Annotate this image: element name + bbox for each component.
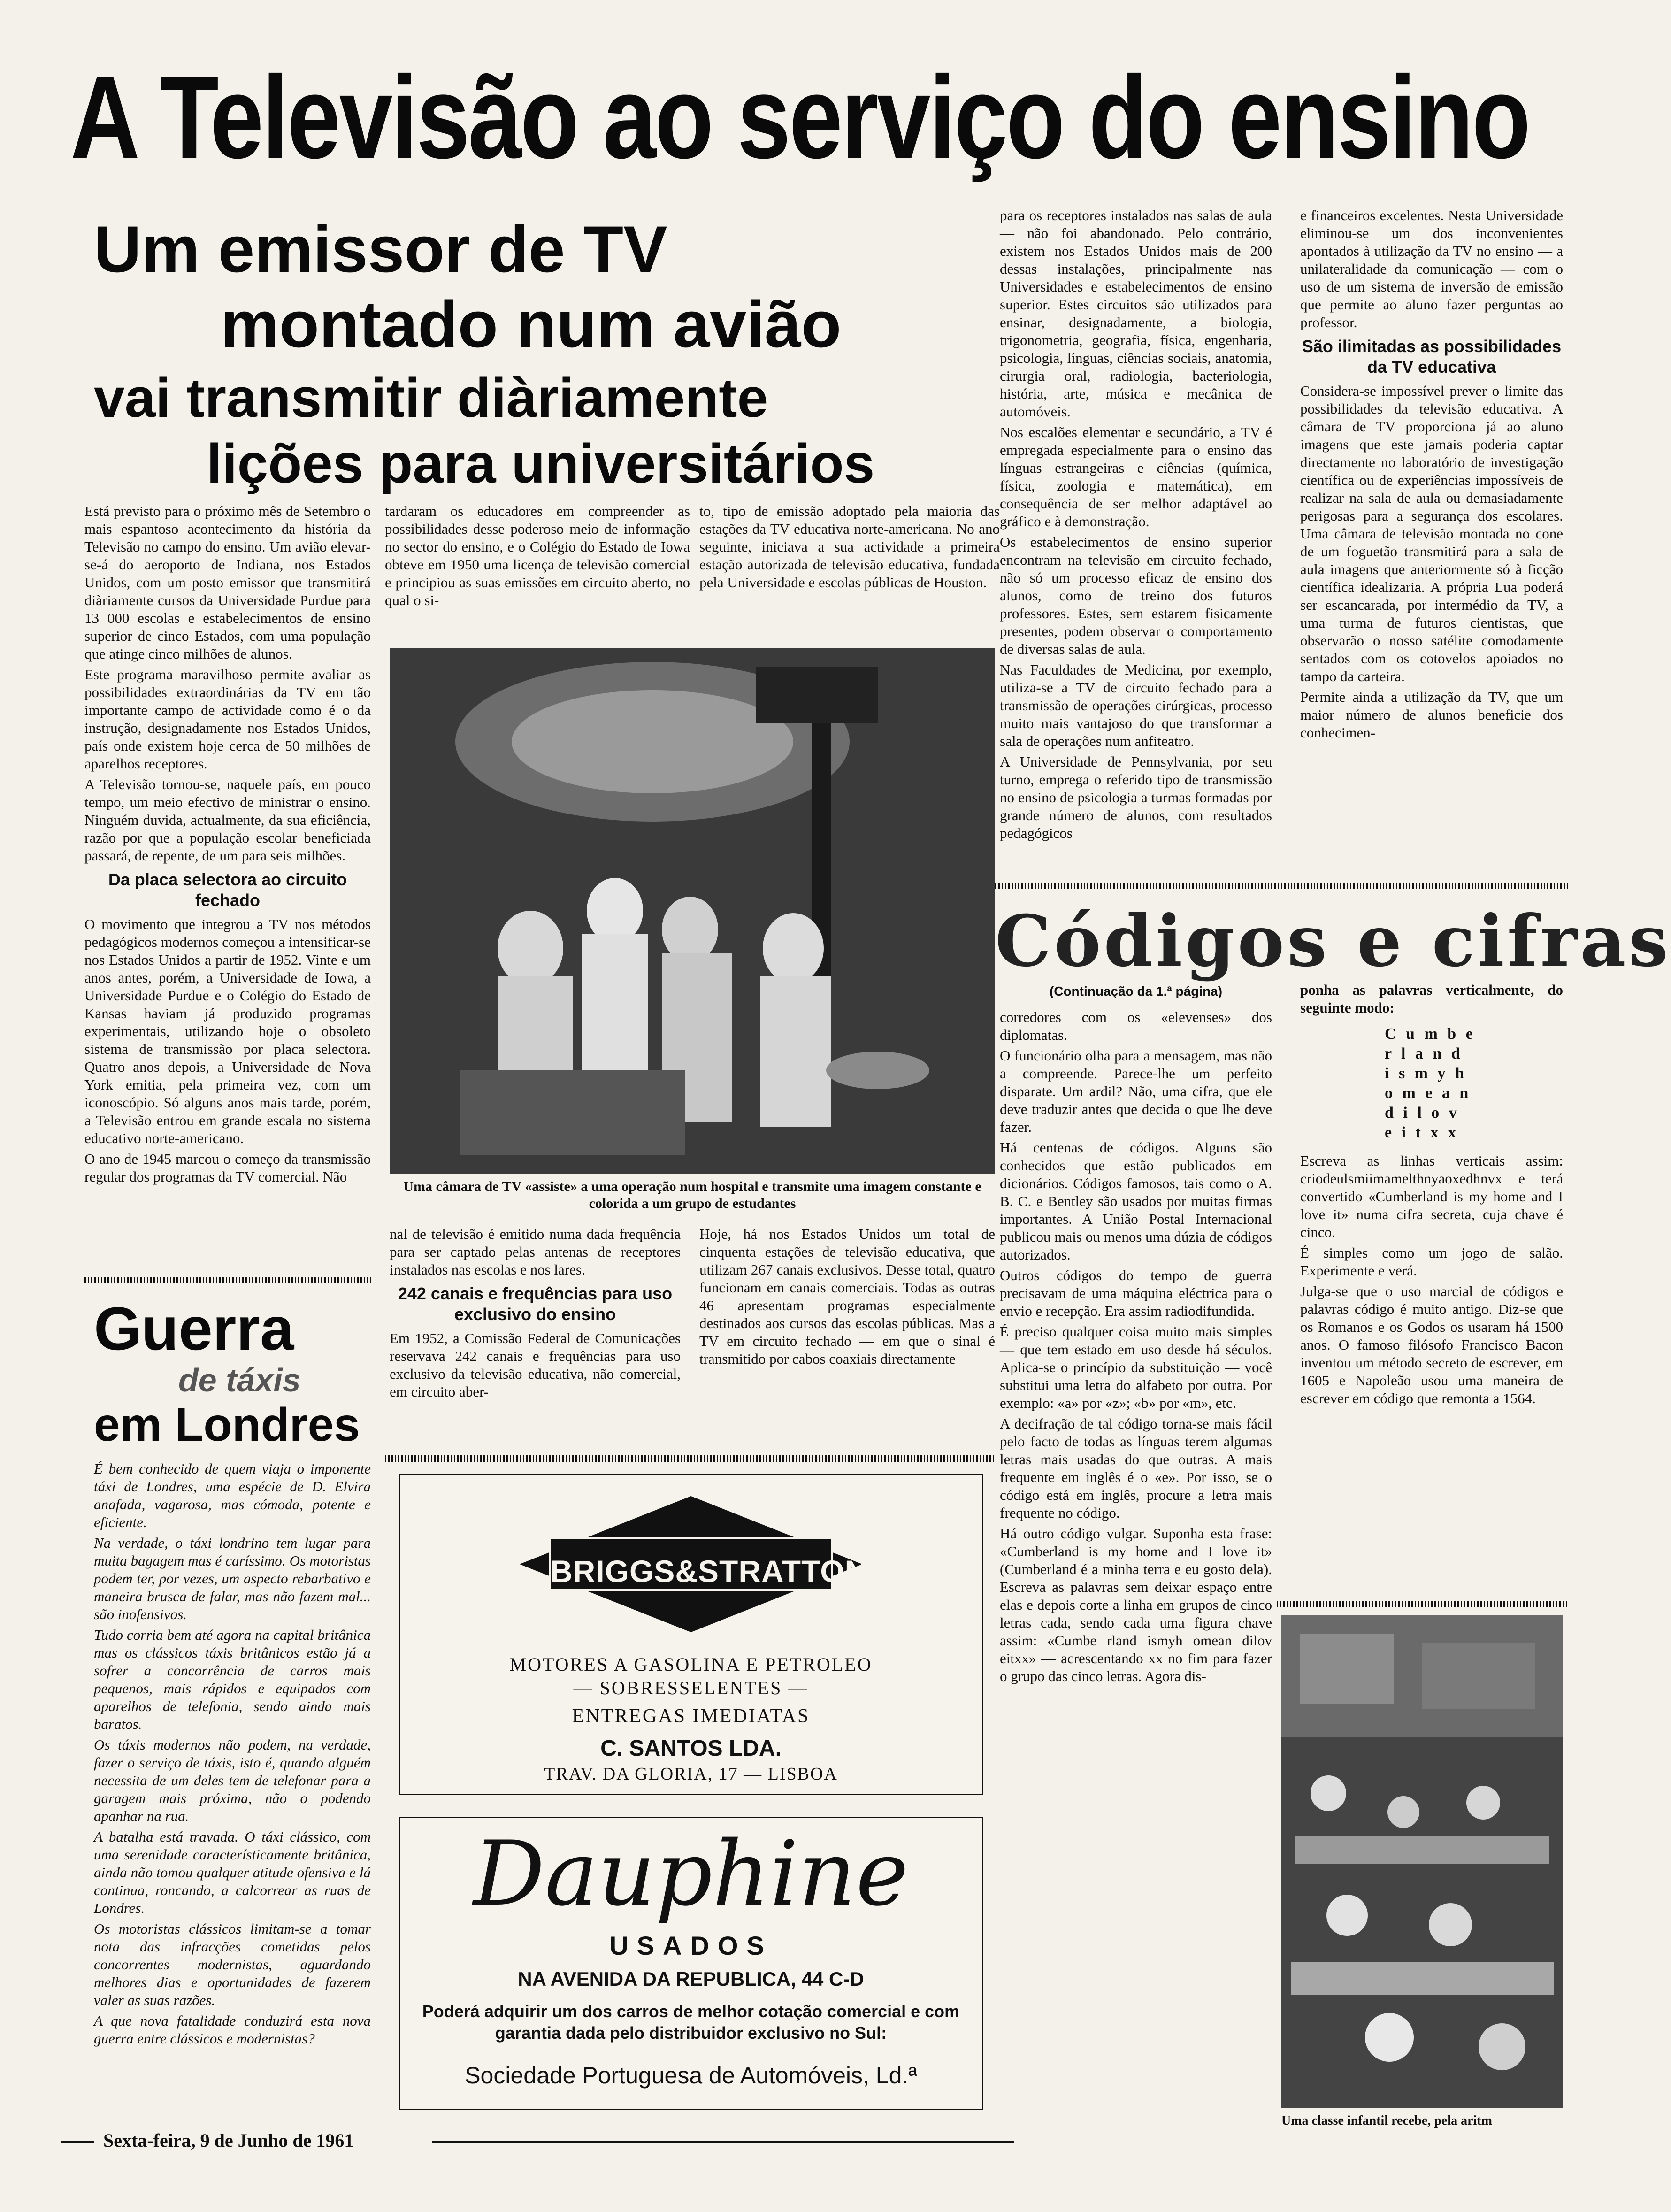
- codigos-continuation: (Continuação da 1.ª página): [1049, 984, 1223, 998]
- guerra-paragraph: Tudo corria bem até agora na capital britânica mas os clássicos táxis britânicos estão já a sofrer a concorrência de carros mais pequenos, mais rápidos e equipados com aparelhos de telefonia, sendo ainda mais baratos.: [94, 1627, 371, 1732]
- col2-paragraph: nal de televisão é emitido numa dada frequência para ser captado pelas antenas de receptores instalados nas escolas e nos lares.: [390, 1226, 681, 1278]
- footer-rule-right: [432, 2141, 1014, 2143]
- briggs-line-1: MOTORES A GASOLINA E PETROLEO: [509, 1654, 873, 1675]
- col5-subhead: São ilimitadas as possibilidades da TV educativa: [1302, 337, 1562, 376]
- headline-line-2: montado num avião: [221, 287, 842, 361]
- masthead: A Televisão ao serviço do ensino: [70, 52, 1529, 183]
- col5-paragraph: Considera-se impossível prever o limite das possibilidades da televisão educativa. A câmara de TV proporciona já ao aluno imagens que este jamais poderia captar directamente no laboratório de investigação científica ou de experiências impossíveis de realizar na sala de aula ou demasiadamente perigosas para a segurança dos escolares. Uma câmara de televisão montada no cone de um foguetão transmitirá para a sala de aula imagens que anteriormente só à ficção científica idealizaria. A própria Lua poderá ser escancarada, por intermédio da TV, a uma turma de futuros cientistas, que observarão o nosso satélite comodamente sentados com os cotovelos apoiados no tampo da carteira.: [1300, 383, 1563, 684]
- classroom-photo: [1281, 1615, 1563, 2108]
- guerra-paragraph: Na verdade, o táxi londrino tem lugar para muita bagagem mas é caríssimo. Os motoristas podem ter, por vezes, um aspecto rebarbativo e maneira brusca de falar, mas não fazem mal... são inofensivos.: [94, 1535, 371, 1622]
- col4-paragraph: Os estabelecimentos de ensino superior encontram na televisão em circuito fechado, não só um processo eficaz de ensino dos alunos, como de treino dos futuros professores. Estes, sem estarem fisicamente presentes, podem observar o comportamento de diversas salas de aula.: [1000, 534, 1272, 657]
- code-grid-row: d i l o v: [1385, 1104, 1460, 1121]
- column-1: [84, 502, 371, 1186]
- codigos-column-1: [1000, 981, 1272, 1685]
- code-grid-row: o m e a n: [1385, 1084, 1472, 1102]
- col5-paragraph: e financeiros excelentes. Nesta Universidade eliminou-se um dos inconvenientes apontados à utilização da TV no ensino — a unilateralidade da comunicação — com o uso de um sistema de inversão de emissão que permite ao aluno fazer perguntas ao professor.: [1300, 207, 1563, 330]
- col3-top-text: to, tipo de emissão adoptado pela maioria das estações da TV educativa norte-americana. No ano seguinte, iniciava a sua actividade a primeira estação autorizada de televisão educativa, fundada pela Universidade e escolas públicas de Houston.: [699, 503, 1000, 591]
- section-rule: [84, 1277, 371, 1283]
- code-grid-row: C u m b e: [1385, 1025, 1476, 1043]
- guerra-paragraph: A que nova fatalidade conduzirá esta nova guerra entre clássicos e modernistas?: [94, 2012, 371, 2047]
- headline-line-1: Um emissor de TV: [94, 212, 667, 286]
- classroom-photo-illustration: [1281, 1615, 1563, 2108]
- briggs-address: TRAV. DA GLORIA, 17 — LISBOA: [544, 1764, 838, 1784]
- dauphine-brand: Dauphine: [473, 1822, 909, 1926]
- col1-subhead: Da placa selectora ao circuito fechado: [108, 870, 347, 910]
- code-grid-row: i s m y h: [1385, 1065, 1467, 1082]
- dauphine-usados: USADOS: [609, 1931, 773, 1960]
- briggs-line-2: — SOBRESSELENTES —: [573, 1677, 809, 1698]
- col2-subhead: 242 canais e frequências para uso exclusivo do ensino: [398, 1284, 673, 1324]
- operation-photo: [390, 648, 995, 1174]
- codigos-paragraph: Há outro código vulgar. Suponha esta frase: «Cumberland is my home and I love it» (Cumberland é a minha terra e eu gosto dela). Escreva as palavras sem deixar espaço entre elas e depois corte a linha em grupos de cinco letras cada, sendo cada uma figura chave assim: «Cumbe rland ismyh omean dilov eitxx» — acrescentando xx no fim para fazer o grupo das cinco letras. Agora dis-: [1000, 1525, 1272, 1684]
- codigos-paragraph: É simples como um jogo de salão. Experimente e verá.: [1300, 1244, 1563, 1279]
- headline-line-3: vai transmitir diàriamente: [94, 367, 768, 429]
- guerra-title-2: de táxis: [178, 1362, 301, 1398]
- section-rule: [385, 1455, 995, 1462]
- briggs-stratton-logo: BRIGGS&STRATTON: [550, 1554, 868, 1589]
- codigos-paragraph: corredores com os «elevenses» dos diplomatas.: [1000, 1009, 1272, 1043]
- dauphine-address: NA AVENIDA DA REPUBLICA, 44 C-D: [518, 1968, 864, 1990]
- guerra-title-1: Guerra: [94, 1294, 294, 1363]
- code-grid: [1385, 1024, 1563, 1143]
- col2-bottom: [390, 1225, 681, 1401]
- guerra-paragraph: Os táxis modernos não podem, na verdade, fazer o serviço de táxis, isto é, quando alguém necessita de um deles tem de telefonar para a garagem mais próxima, não o podendo apanhar na rua.: [94, 1736, 371, 1824]
- codigos-paragraph: Escreva as linhas verticais assim: criodeulsmiimamelthnyaoxedhnvx e terá convertido «Cumberland is my home and I love it» numa cifra secreta, cuja chave é cinco.: [1300, 1152, 1563, 1240]
- code-grid-row: r l a n d: [1385, 1045, 1463, 1062]
- section-rule: [995, 883, 1568, 889]
- footer-rule-left: [61, 2141, 94, 2143]
- col1-paragraph: Este programa maravilhoso permite avaliar as possibilidades extraordinárias da TV em tão importante campo de actividade como é o da instrução, designadamente nos Estados Unidos, país onde existem hoje cerca de 50 milhões de aparelhos receptores.: [84, 666, 371, 772]
- guerra-paragraph: A batalha está travada. O táxi clássico, com uma serenidade característicamente britânica, ainda não tomou qualquer atitude ofensiva e lá continua, roncando, a calcorrear as ruas de Londres.: [94, 1828, 371, 1916]
- col4-paragraph: Nas Faculdades de Medicina, por exemplo, utiliza-se a TV de circuito fechado para a transmissão de operações cirúrgicas, processo muito mais vantajoso do que transformar a sala de operações num anfiteatro.: [1000, 661, 1272, 749]
- codigos-paragraph: Outros códigos do tempo de guerra precisavam de uma máquina eléctrica para o envio e recepção. Era assim radiodifundida.: [1000, 1267, 1272, 1319]
- headline-line-4: lições para universitários: [207, 433, 875, 495]
- codigos-paragraph: Julga-se que o uso marcial de códigos e palavras código é muito antigo. Diz-se que os Romanos e os Godos os usaram há 1500 anos. O famoso filósofo Francisco Bacon inventou um método secreto de escrever, em 1605 e Napoleão usou uma maneira de escrever em código que remonta a 1564.: [1300, 1283, 1563, 1406]
- code-grid-row: e i t x x: [1385, 1124, 1459, 1141]
- col2-top-text: tardaram os educadores em compreender as possibilidades desse poderoso meio de informação no sector do ensino, e o Colégio do Estado de Iowa obteve em 1950 uma licença de televisão comercial e principiou as suas emissões em circuito aberto, no qual o si-: [385, 503, 690, 608]
- codigos-paragraph: Há centenas de códigos. Alguns são conhecidos que estão publicados em dicionários. Códigos famosos, tais como o A. B. C. e Bentley são usados por muitas firmas importantes. A União Postal Internacional publicou mais ou menos uma dúzia de códigos autorizados.: [1000, 1139, 1272, 1263]
- footer-date: Sexta-feira, 9 de Junho de 1961: [103, 2130, 354, 2151]
- operation-photo-illustration: [390, 648, 995, 1174]
- dauphine-company: Sociedade Portuguesa de Automóveis, Ld.ª: [465, 2062, 917, 2089]
- column-5: [1300, 207, 1563, 742]
- operation-photo-caption: Uma câmara de TV «assiste» a uma operação num hospital e transmite uma imagem constante e colorida a um grupo de estudantes: [403, 1179, 981, 1211]
- dauphine-line-1: Poderá adquirir um dos carros de melhor cotação comercial e com garantia dada pelo distribuidor exclusivo no Sul:: [422, 2002, 960, 2043]
- briggs-line-3: ENTREGAS IMEDIATAS: [572, 1705, 810, 1727]
- codigos-paragraph: A decifração de tal código torna-se mais fácil pelo facto de todas as línguas terem algumas letras mais usadas do que outras. A mais frequente em inglês é o «e». Por isso, se o código está em inglês, procure a letra mais frequente no código.: [1000, 1415, 1272, 1521]
- col1-paragraph: O ano de 1945 marcou o começo da transmissão regular dos programas da TV comercial. Não: [84, 1151, 371, 1185]
- col2-paragraph: Em 1952, a Comissão Federal de Comunicações reservava 242 canais e frequências para uso exclusivo da televisão educativa, não comercial, em circuito aber-: [390, 1330, 681, 1400]
- col4-paragraph: Nos escalões elementar e secundário, a TV é empregada especialmente para o ensino das línguas estrangeiras e ciências (química, física, zoologia e matemática), em consequência de ser melhor adaptável ao gráfico e à demonstração.: [1000, 424, 1272, 530]
- col1-paragraph: A Televisão tornou-se, naquele país, em pouco tempo, um meio efectivo de ministrar o ensino. Ninguém duvida, actualmente, da sua eficiência, razão por que a população escolar beneficiada passará, de repente, de um para seis milhões.: [84, 776, 371, 864]
- codigos-title: Códigos e cifras: [995, 900, 1671, 983]
- col1-paragraph: O movimento que integrou a TV nos métodos pedagógicos modernos começou a intensificar-se nos Estados Unidos a partir de 1952. Vinte e um anos antes, porém, a Universidade de Iowa, a Universidade Purdue e o Colégio do Estado de Kansas haviam já produzido programas experimentais, utilizando hoje o obsoleto sistema de transmissão por placa selectora. Quatro anos depois, a Universidade de Nova York emitia, pela primeira vez, com um iconoscópio. Só alguns anos mais tarde, porém, a Televisão entrou em grande escala no sistema educativo norte-americano.: [84, 916, 371, 1146]
- briggs-stratton-ad: [399, 1474, 983, 1795]
- col4-paragraph: A Universidade de Pennsylvania, por seu turno, emprega o referido tipo de transmissão no ensino de psicologia a turmas formadas por grande número de alunos, com resultados pedagógicos: [1000, 753, 1272, 841]
- classroom-photo-caption: Uma classe infantil recebe, pela aritm: [1281, 2113, 1492, 2128]
- dauphine-ad: [399, 1817, 983, 2110]
- col5-paragraph: Permite ainda a utilização da TV, que um maior número de alunos beneficie dos conhecimen-: [1300, 689, 1563, 741]
- column-4: [1000, 207, 1272, 842]
- briggs-company: C. SANTOS LDA.: [600, 1736, 782, 1761]
- col4-paragraph: para os receptores instalados nas salas de aula — não foi abandonado. Pelo contrário, existem nos Estados Unidos mais de 200 dessas instalações, principalmente nas Universidades e estabelecimentos de ensino superior. Estes circuitos são utilizados para ensinar, designadamente, a biologia, trigonometria, geografia, física, engenharia, psicologia, línguas, ciências sociais, anatomia, cirurgia oral, radiologia, bacteriologia, história, arte, música e mecânica de automóveis.: [1000, 207, 1272, 420]
- codigos-column-2: [1300, 981, 1563, 1407]
- codigos-paragraph: É preciso qualquer coisa muito mais simples — que tem estado em uso desde há séculos. Aplica-se o princípio da substituição — você substitui uma letra do alfabeto por outra. Por exemplo: «a» por «z»; «b» por «m», etc.: [1000, 1323, 1272, 1411]
- col3-bottom-text: Hoje, há nos Estados Unidos um total de cinquenta estações de televisão educativa, que utilizam 267 canais exclusivos. Desse total, quatro funcionam em canais comerciais. Todas as outras 46 apresentam programas especialmente destinados aos cursos das escolas públicas. Mas a TV em circuito fechado — em que o sinal é transmitido por cabos coaxiais directamente: [699, 1226, 995, 1367]
- col1-paragraph: Está previsto para o próximo mês de Setembro o mais espantoso acontecimento da história da Televisão no campo do ensino. Um avião elevar-se-á do aeroporto de Indiana, nos Estados Unidos, com um posto emissor que transmitirá diàriamente cursos da Universidade Purdue para 13 000 escolas e estabelecimentos de ensino superior de cinco Estados, com uma população que atinge cinco milhões de alunos.: [84, 503, 371, 662]
- guerra-body: [94, 1460, 371, 2048]
- guerra-title-3: em Londres: [94, 1398, 360, 1451]
- section-rule: [1277, 1601, 1568, 1607]
- guerra-paragraph: É bem conhecido de quem viaja o imponente táxi de Londres, uma espécie de D. Elvira anafada, vagarosa, mas cómoda, potente e eficiente.: [94, 1460, 371, 1530]
- codigos-paragraph: ponha as palavras verticalmente, do seguinte modo:: [1300, 982, 1563, 1016]
- codigos-paragraph: O funcionário olha para a mensagem, mas não a compreende. Parece-lhe um perfeito disparate. Um ardil? Não, uma cifra, que ele deve traduzir antes que decida o que lhe deve fazer.: [1000, 1047, 1272, 1135]
- guerra-paragraph: Os motoristas clássicos limitam-se a tomar nota das infracções cometidas pelos concorrentes modernistas, aguardando melhores dias e oportunidades de fazerem valer as suas razões.: [94, 1920, 371, 2008]
